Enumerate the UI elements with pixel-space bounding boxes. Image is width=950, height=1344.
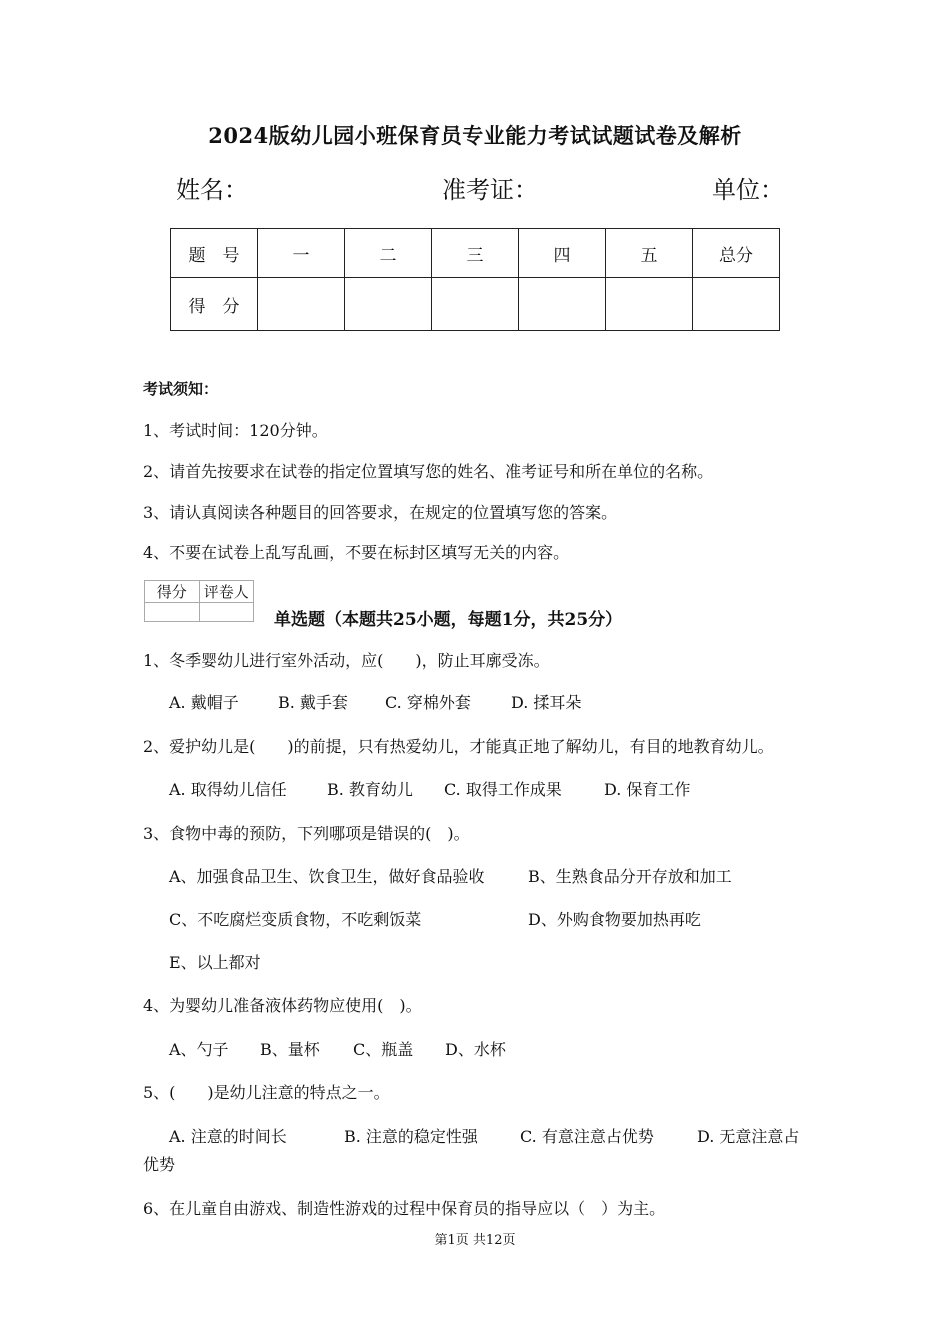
question-stem: 6、在儿童自由游戏、制造性游戏的过程中保育员的指导应以（ ）为主。 [143, 1199, 666, 1218]
question-option: D. 保育工作 [604, 780, 691, 799]
grader-score-label: 得分 [145, 581, 200, 603]
grader-reviewer-cell [199, 603, 254, 622]
question-option: A、加强食品卫生、饮食卫生，做好食品验收 [169, 867, 485, 886]
question-option: A. 注意的时间长 [169, 1127, 287, 1146]
notice-heading: 考试须知： [143, 380, 219, 398]
score-header-cell: 二 [345, 229, 432, 278]
question-option: C. 穿棉外套 [385, 693, 471, 712]
question-option: D、水杯 [445, 1040, 506, 1059]
score-table-score-row [171, 278, 780, 331]
question-option: D. 无意注意占 [697, 1127, 800, 1146]
name-label: 姓名： [176, 176, 248, 204]
question-stem: 4、为婴幼儿准备液体药物应使用( )。 [143, 996, 422, 1015]
question-option: B. 戴手套 [278, 693, 348, 712]
score-table-header-row [171, 229, 780, 278]
question-option: C. 取得工作成果 [444, 780, 562, 799]
score-header-cell: 题 号 [171, 229, 258, 278]
grader-reviewer-label: 评卷人 [199, 581, 254, 603]
grader-box [144, 580, 254, 622]
score-header-cell: 三 [432, 229, 519, 278]
question-stem: 3、食物中毒的预防，下列哪项是错误的( )。 [143, 824, 470, 843]
section-title: 单选题（本题共25小题，每题1分，共25分） [274, 610, 623, 630]
score-header-cell: 四 [519, 229, 606, 278]
question-option: B、生熟食品分开存放和加工 [528, 867, 732, 886]
question-option: C、不吃腐烂变质食物，不吃剩饭菜 [169, 910, 422, 929]
question-option: A. 取得幼儿信任 [169, 780, 287, 799]
question-option: A. 戴帽子 [169, 693, 239, 712]
question-option: B、量杯 [260, 1040, 320, 1059]
score-header-cell: 总分 [693, 229, 780, 278]
question-option: D、外购食物要加热再吃 [528, 910, 701, 929]
score-cell [519, 278, 606, 331]
ticket-label: 准考证： [442, 176, 538, 204]
score-cell [693, 278, 780, 331]
question-option: A、勺子 [169, 1040, 229, 1059]
question-option: B. 教育幼儿 [327, 780, 413, 799]
score-row-label: 得 分 [171, 278, 258, 331]
question-option: B. 注意的稳定性强 [344, 1127, 478, 1146]
score-cell [345, 278, 432, 331]
notice-item: 4、不要在试卷上乱写乱画，不要在标封区填写无关的内容。 [143, 543, 570, 562]
page-footer: 第1页 共12页 [434, 1233, 516, 1248]
notice-item: 3、请认真阅读各种题目的回答要求，在规定的位置填写您的答案。 [143, 503, 618, 522]
score-cell [606, 278, 693, 331]
score-cell [258, 278, 345, 331]
question-option-continued: 优势 [143, 1155, 176, 1174]
question-option: D. 揉耳朵 [511, 693, 582, 712]
notice-item: 1、考试时间：120分钟。 [143, 421, 328, 440]
score-header-cell: 一 [258, 229, 345, 278]
question-stem: 2、爱护幼儿是( )的前提，只有热爱幼儿，才能真正地了解幼儿，有目的地教育幼儿。 [143, 737, 774, 756]
unit-label: 单位： [712, 176, 784, 204]
question-option: C. 有意注意占优势 [520, 1127, 654, 1146]
exam-title: 2024版幼儿园小班保育员专业能力考试试题试卷及解析 [208, 123, 742, 148]
notice-item: 2、请首先按要求在试卷的指定位置填写您的姓名、准考证号和所在单位的名称。 [143, 462, 714, 481]
score-table [170, 228, 780, 331]
question-stem: 1、冬季婴幼儿进行室外活动，应( )，防止耳廓受冻。 [143, 651, 550, 670]
score-cell [432, 278, 519, 331]
question-option: E、以上都对 [169, 953, 261, 972]
question-option: C、瓶盖 [353, 1040, 414, 1059]
score-header-cell: 五 [606, 229, 693, 278]
question-stem: 5、( )是幼儿注意的特点之一。 [143, 1083, 390, 1102]
grader-score-cell [145, 603, 200, 622]
